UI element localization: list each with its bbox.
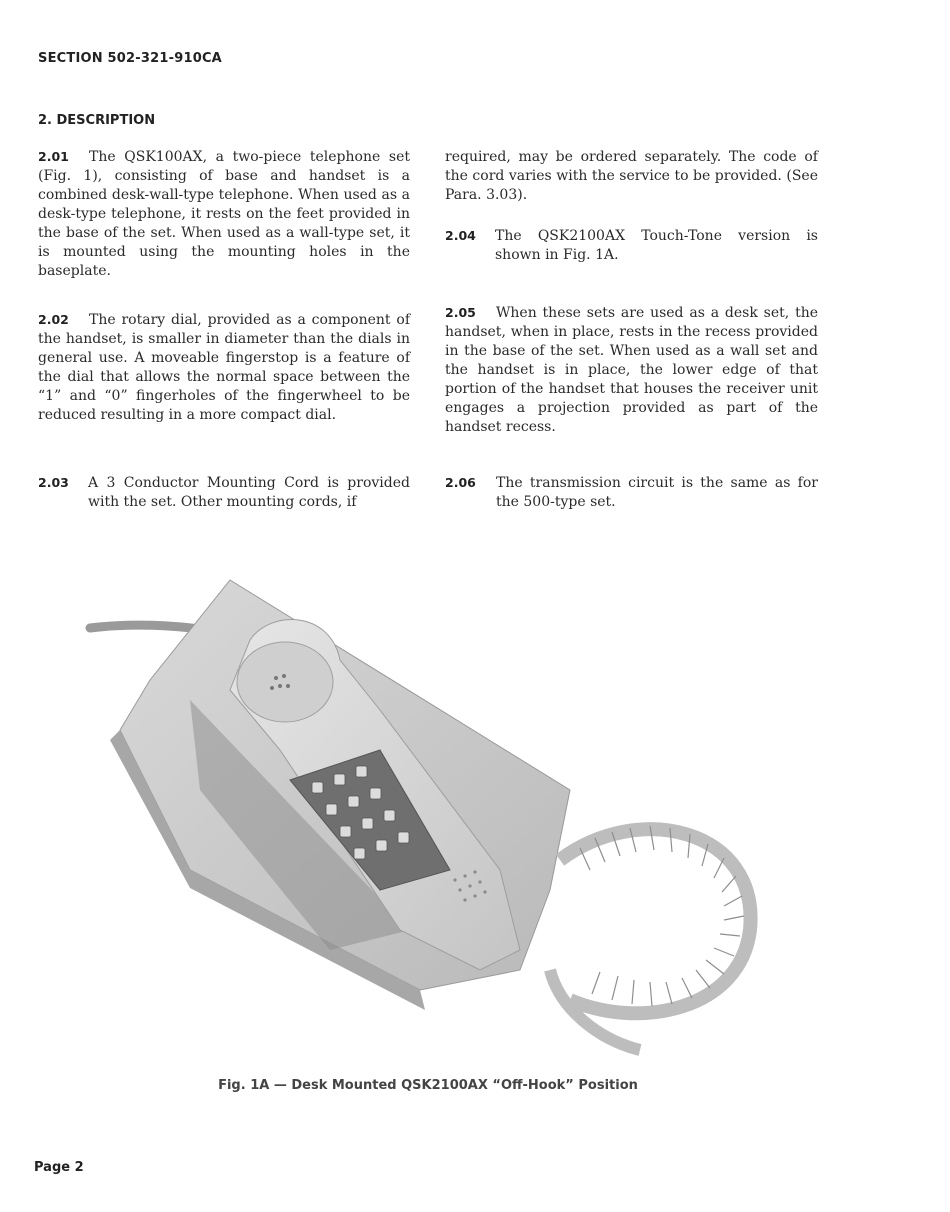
paragraph-2-03 <box>38 474 410 512</box>
paragraph-text: required, may be ordered separately. The code of the cord varies with the service to be provided. (See Para. 3.03). <box>445 149 818 203</box>
paragraph-text: The QSK100AX, a two-piece telephone set (Fig. 1), consisting of base and handset is a combined desk-wall-type telephone. When used as a desk-type telephone, it rests on the feet provided in the base of the set. When used as a wall-type set, it is mounted using the mounting holes in the baseplate. <box>38 149 410 279</box>
paragraph-2-03-continued <box>445 148 818 205</box>
paragraph-2-04 <box>445 227 818 265</box>
paragraph-text: The QSK2100AX Touch-Tone version is shown in Fig. 1A. <box>495 228 818 263</box>
telephone-photo <box>80 570 780 1070</box>
coiled-cord <box>560 829 751 1013</box>
paragraph-number: 2.06 <box>445 475 476 490</box>
figure-caption: Fig. 1A — Desk Mounted QSK2100AX “Off-Hook” Position <box>218 1078 638 1093</box>
page-number: Page 2 <box>34 1160 84 1175</box>
paragraph-number: 2.01 <box>38 149 69 164</box>
section-header: SECTION 502-321-910CA <box>38 51 222 66</box>
paragraph-text: A 3 Conductor Mounting Cord is provided with the set. Other mounting cords, if <box>88 475 410 510</box>
paragraph-2-06 <box>445 474 818 512</box>
paragraph-2-01 <box>38 148 410 281</box>
paragraph-number: 2.04 <box>445 228 476 243</box>
paragraph-number: 2.05 <box>445 305 476 320</box>
paragraph-number: 2.02 <box>38 312 69 327</box>
paragraph-text: The transmission circuit is the same as for the 500-type set. <box>496 475 818 510</box>
paragraph-text: The rotary dial, provided as a component of the handset, is smaller in diameter than the dials in general use. A moveable fingerstop is a feature of the dial that allows the normal space between the “1” and “0” fingerholes of the fingerwheel to be reduced resulting in a more compact dial. <box>38 312 410 423</box>
paragraph-2-05 <box>445 304 818 437</box>
paragraph-2-02 <box>38 311 410 425</box>
paragraph-number: 2.03 <box>38 475 69 490</box>
paragraph-text: When these sets are used as a desk set, the handset, when in place, rests in the recess provided in the base of the set. When used as a wall set and the handset is in place, the lower edge of that portion of the handset that houses the receiver unit engages a projection provided as part of the handset recess. <box>445 305 818 435</box>
section-heading: 2. DESCRIPTION <box>38 113 156 128</box>
